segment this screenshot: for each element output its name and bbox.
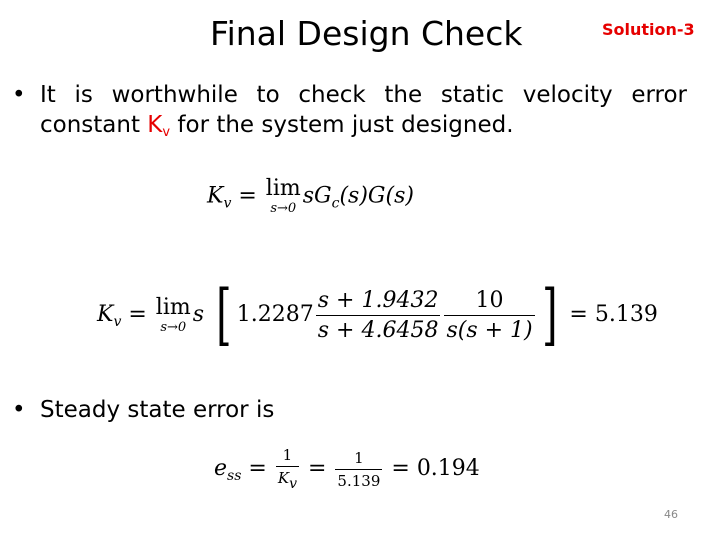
compensator-fraction: $\frac{s + 1.9432}{s + 4.6458}$: [317, 287, 439, 343]
steady-state-error-equation: $e_{ss}$ = $\frac{1}{K_v}$ = $\frac{1}{5.139}$ = 0.194: [214, 446, 480, 492]
page-number: 46: [664, 508, 678, 521]
solution-badge: Solution-3: [602, 20, 695, 39]
plant-fraction: $\frac{10}{s(s + 1)}$: [446, 287, 533, 343]
kv-result: 5.139: [594, 302, 658, 327]
bullet-text: Steady state error is: [40, 397, 275, 423]
bullet-kv-intro: [12, 80, 687, 148]
limit-operator: lim s→0: [265, 176, 301, 216]
bullet-steady-state: [12, 395, 672, 425]
kv-definition-equation: $K_v$ = lim s→0 $sG_c(s)G(s)$: [207, 176, 414, 216]
kv-highlight: $K_v$: [147, 112, 171, 140]
numeric-fraction: $\frac{1}{5.139}$: [337, 448, 381, 490]
bullet-text: It is worthwhile to check the static velocity error constant $K_v$ for the system just designed.: [40, 82, 687, 140]
limit-operator: lim s→0: [155, 294, 191, 335]
bullet-marker: •: [12, 82, 26, 108]
kv-evaluation-equation: $K_v$ = lim s→0 s [ 1.2287 $\frac{s + 1.9432}{s + 4.6458}$ $\frac{10}{s(s + 1)}$ ] = 5.139: [97, 276, 658, 353]
slide-title: Final Design Check: [210, 14, 523, 53]
ess-result: 0.194: [416, 456, 480, 481]
inverse-kv-fraction: $\frac{1}{K_v}$: [277, 446, 297, 492]
bullet-marker: •: [12, 397, 26, 423]
